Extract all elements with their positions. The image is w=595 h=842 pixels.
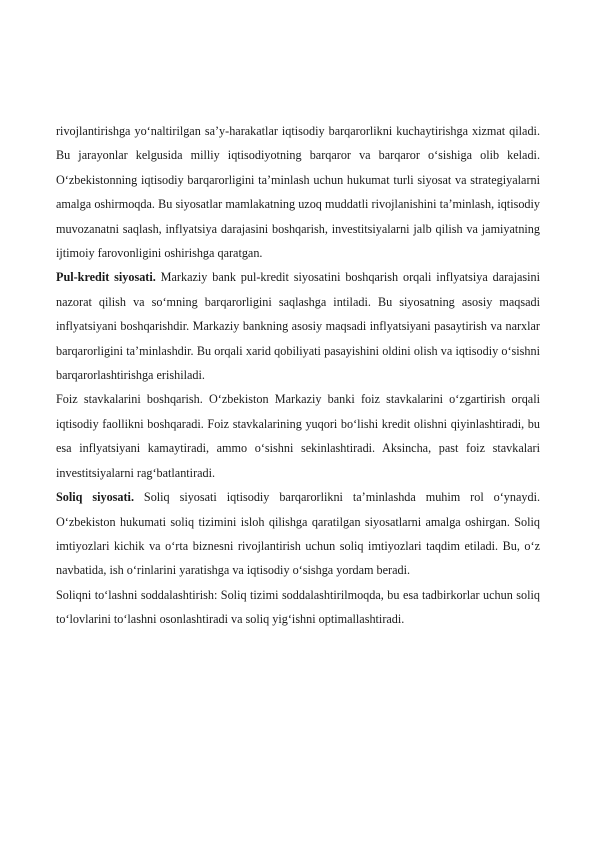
paragraph-text: Soliq siyosati iqtisodiy barqarorlikni ta’minlashda muhim rol o‘ynaydi. O‘zbekiston hukumati soliq tizimini isloh qilishga qaratilgan siyosatlarni amalga oshirgan. Soliq imtiyozlari kichik va o‘rta biznesni rivojlantirish uchun soliq imtiyozlari taqdim etiladi. Bu, o‘z navbatida, ish o‘rinlarini yaratishga va iqtisodiy o‘sishga yordam beradi. bbox=[56, 490, 540, 578]
paragraph-text: Soliqni to‘lashni soddalashtirish: Soliq tizimi soddalashtirilmoqda, bu esa tadbirkorlar uchun soliq to‘lovlarini to‘lashni osonlashtiradi va soliq yig‘ishni optimallashtiradi. bbox=[56, 587, 540, 627]
paragraph-intro bbox=[56, 119, 540, 265]
document-body bbox=[56, 119, 540, 632]
paragraph-tax-simplification bbox=[56, 583, 540, 632]
paragraph-text: Foiz stavkalarini boshqarish. O‘zbekiston Markaziy banki foiz stavkalarini o‘zgartirish orqali iqtisodiy faollikni boshqaradi. Foiz stavkalarining yuqori bo‘lishi kredit olishni qiyinlashtiradi, bu esa inflyatsiyani kamaytiradi, ammo o‘sishni sekinlashtiradi. Aksincha, past foiz stavkalari investitsiyalarni rag‘batlantiradi. bbox=[56, 392, 540, 480]
paragraph-interest-rates bbox=[56, 387, 540, 485]
paragraph-heading: Pul-kredit siyosati. bbox=[56, 270, 156, 285]
paragraph-text: Markaziy bank pul-kredit siyosatini boshqarish orqali inflyatsiya darajasini nazorat qilish va so‘mning barqarorligini saqlashga intiladi. Bu siyosatning asosiy maqsadi inflyatsiyani boshqarishdir. Markaziy bankning asosiy maqsadi inflyatsiyani pasaytirish va narxlar barqarorligini ta’minlashdir. Bu orqali xarid qobiliyati pasayishini oldini olish va iqtisodiy o‘sishni barqarorlashtirishga erishiladi. bbox=[56, 270, 540, 383]
paragraph-tax-policy bbox=[56, 485, 540, 583]
paragraph-text: rivojlantirishga yo‘naltirilgan sa’y-harakatlar iqtisodiy barqarorlikni kuchaytirishga xizmat qiladi. Bu jarayonlar kelgusida milliy iqtisodiyotning barqaror va barqaror o‘sishiga olib keladi. O‘zbekistonning iqtisodiy barqarorligini ta’minlash uchun hukumat turli siyosat va strategiyalarni amalga oshirmoqda. Bu siyosatlar mamlakatning uzoq muddatli rivojlanishini ta’minlash, iqtisodiy muvozanatni saqlash, inflyatsiya darajasini boshqarish, investitsiyalarni jalb qilish va jamiyatning ijtimoiy farovonligini oshirishga qaratgan. bbox=[56, 124, 540, 261]
paragraph-monetary-policy bbox=[56, 265, 540, 387]
paragraph-heading: Soliq siyosati. bbox=[56, 490, 134, 505]
